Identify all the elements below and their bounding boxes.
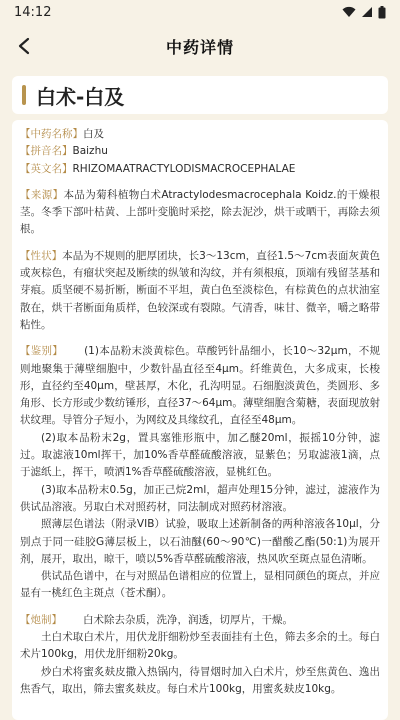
info-label: 【拼音名】: [20, 145, 73, 158]
character-section: [20, 248, 380, 334]
status-icons: [342, 6, 386, 19]
app-bar: [0, 24, 400, 68]
herb-detail-card: [12, 120, 388, 720]
info-english-row: [20, 161, 380, 178]
processing-paragraph: 炒白术将蜜炙麸皮撒入热锅内，待冒烟时加入白术片，炒至焦黄色、逸出焦香气，取出，筛去蜜炙麸皮。每白术片100kg，用蜜炙麸皮10kg。: [20, 665, 380, 695]
battery-icon: [378, 6, 386, 19]
processing-section: [20, 612, 380, 629]
section-text: 本品为不规则的肥厚团块，长3～13cm，直径1.5～7cm表面灰黄色或灰棕色，有瘤状突起及断续的纵皱和沟纹，并有须根痕，顶端有残留茎基和芽痕。质坚硬不易折断，断面不平坦，黄白色至淡棕色，有棕黄色的点状油室散在，烘干者断面角质样，色较深或有裂隙。气清香，味甘、微辛，嚼之略带粘性。: [20, 249, 381, 331]
info-label: 【英文名】: [20, 162, 73, 175]
section-text: 白术除去杂质，洗净，润透，切厚片，干燥。: [83, 613, 293, 626]
info-value: RHIZOMAATRACTYLODISMACROCEPHALAE: [72, 162, 296, 175]
back-button[interactable]: [8, 30, 40, 62]
section-label: 【性状】: [20, 249, 63, 262]
section-text: (1)本品粉末淡黄棕色。草酸钙针晶细小，长10～32μm，不规则地聚集于薄壁细胞中，少数针晶直径至4μm。纤维黄色，大多成束，长梭形，直径约至40μm，壁甚厚，木化，孔沟明显。石细胞淡黄色，类圆形、多角形、长方形或少数纺锤形，直径37～64μm。薄壁细胞含菊糖，表面现放射状纹理。导管分子短小，为网纹及具缘纹孔，直径至48μm。: [20, 345, 380, 427]
section-label: 【来源】: [20, 188, 64, 201]
info-name-row: [20, 126, 380, 143]
wifi-icon: [342, 6, 356, 18]
section-text: 本品为菊科植物白术Atractylodesmacrocephala Koidz.的干燥根茎。冬季下部叶枯黄、上部叶变脆时采挖，除去泥沙，烘干或晒干，再除去须根。: [20, 188, 380, 236]
identification-section: [20, 343, 380, 429]
title-accent-bar: [22, 85, 26, 105]
source-section: [20, 187, 380, 239]
chevron-left-icon: [17, 37, 31, 55]
status-time: 14:12: [14, 4, 52, 20]
info-value: Baizhu: [72, 145, 108, 158]
identification-paragraph: (3)取本品粉末0.5g，加正己烷2ml，超声处理15分钟，滤过，滤液作为供试品溶液。另取白术对照药材，同法制成对照药材溶液。: [20, 483, 380, 513]
identification-paragraph: (2)取本品粉末2g，置具塞锥形瓶中，加乙醚20ml，振摇10分钟，滤过。取滤液10ml挥干，加10%香草醛硫酸溶液，显紫色；另取滤液1滴，点于滤纸上，挥干，喷洒1%香草醛硫酸溶液，显桃红色。: [20, 431, 380, 479]
herb-title: 白术-白及: [36, 84, 125, 109]
info-value: 白及: [83, 128, 104, 140]
herb-title-card: [12, 76, 388, 114]
page-title: 中药详情: [165, 37, 234, 57]
section-label: 【炮制】: [20, 613, 62, 626]
info-label: 【中药名称】: [20, 128, 83, 140]
identification-paragraph: 供试品色谱中，在与对照品色谱相应的位置上，显相同颜色的斑点，并应显有一桃红色主斑点（苍术酮）。: [20, 570, 380, 600]
identification-paragraph: 照薄层色谱法（附录VIB）试验，吸取上述新制备的两种溶液各10μl，分别点于同一硅胶G薄层板上，以石油醚(60～90℃)一醋酸乙酯(50:1)为展开剂，展开，取出，晾干，喷以5%香草醛硫酸溶液，热风吹至斑点显色清晰。: [20, 518, 380, 565]
status-bar: [0, 0, 400, 24]
processing-paragraph: 土白术取白术片，用伏龙肝细粉炒至表面挂有土色，筛去多余的土。每白术片100kg，用伏龙肝细粉20kg。: [20, 631, 380, 661]
signal-icon: [361, 6, 373, 18]
info-pinyin-row: [20, 143, 380, 160]
section-label: 【鉴别】: [20, 345, 64, 358]
